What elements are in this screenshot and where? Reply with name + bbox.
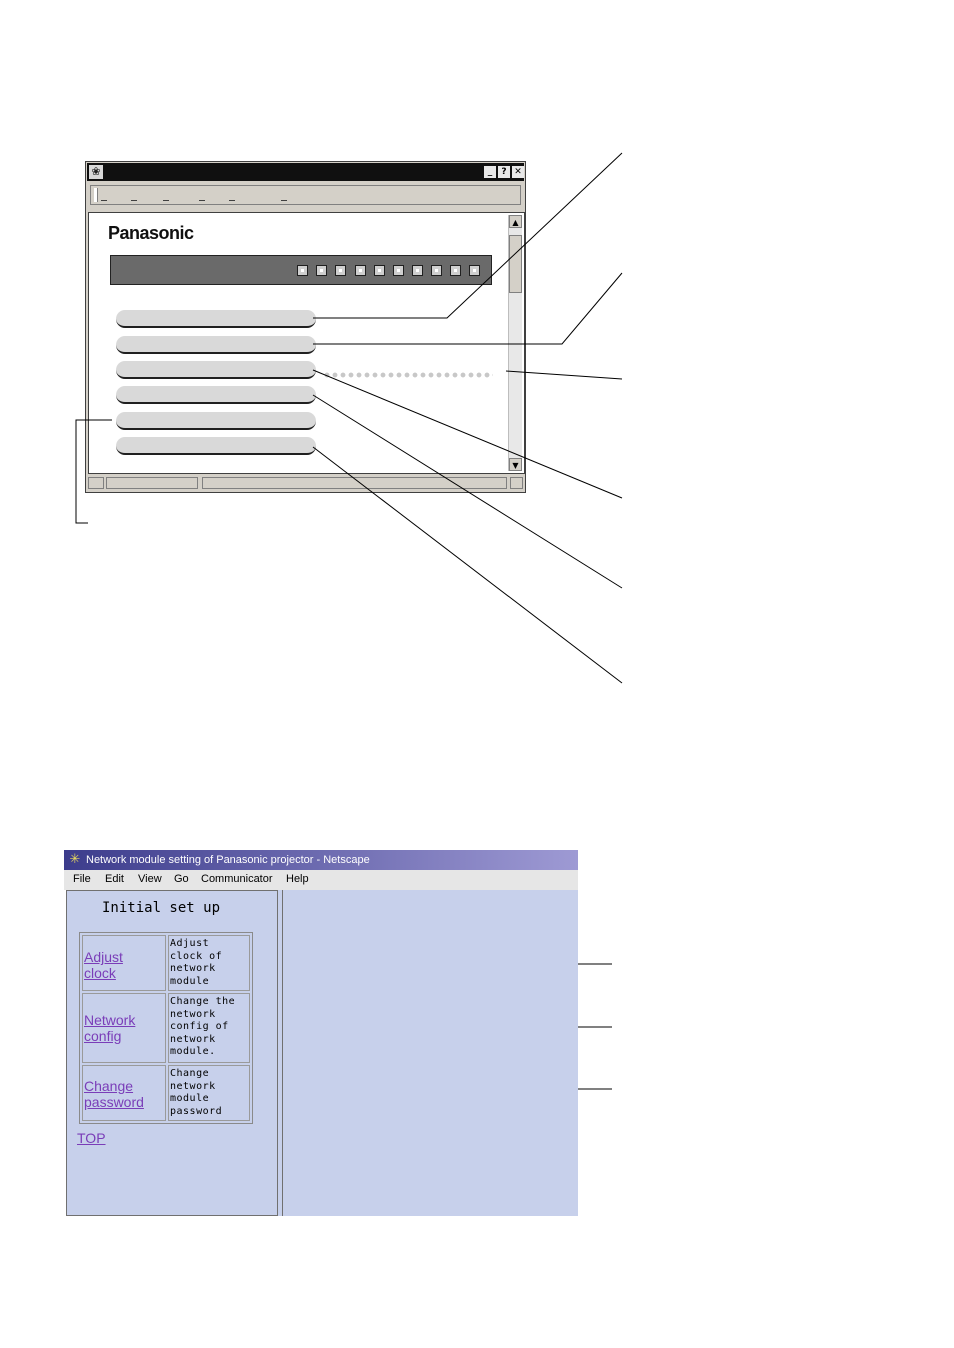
menu-view[interactable]: View — [138, 873, 162, 885]
description-line: password — [170, 1105, 223, 1117]
callout-line — [76, 420, 112, 523]
description-cell — [168, 993, 250, 1063]
help-icon[interactable]: ? — [498, 166, 510, 178]
callout-line — [313, 370, 622, 498]
window-title: Network module setting of Panasonic projector - Netscape — [86, 854, 370, 866]
link-text: config — [84, 1028, 122, 1044]
callout-line — [506, 371, 622, 379]
description-line: Change — [170, 1068, 210, 1079]
window-titlebar — [64, 850, 578, 870]
setup-table — [79, 932, 253, 1124]
panasonic-logo: Panasonic — [108, 223, 194, 243]
menu-bar — [64, 870, 578, 890]
menu-edit[interactable]: Edit — [105, 873, 124, 885]
page-title: Initial set up — [102, 900, 221, 916]
callout-line — [313, 447, 622, 683]
right-frame — [282, 890, 578, 1216]
table-row — [82, 993, 250, 1063]
link-text: Network — [84, 1012, 136, 1028]
app-icon: ❀ — [89, 165, 103, 179]
network-config-link[interactable] — [84, 1012, 164, 1044]
description-line: config of — [170, 1021, 229, 1032]
scroll-down-icon[interactable]: ▼ — [509, 458, 522, 471]
menu-go[interactable]: Go — [174, 873, 189, 885]
change-password-link[interactable] — [84, 1078, 164, 1110]
description-cell — [168, 1065, 250, 1121]
table-row — [82, 935, 250, 991]
description-line: module — [170, 975, 210, 987]
minimize-icon[interactable]: _ — [484, 166, 496, 178]
menu-communicator[interactable]: Communicator — [201, 873, 273, 885]
callout-line — [313, 153, 622, 318]
netscape-window — [64, 850, 578, 1216]
adjust-clock-link[interactable] — [84, 949, 164, 981]
callout-line — [313, 395, 622, 588]
table-row — [82, 1065, 250, 1121]
link-cell — [82, 993, 166, 1063]
netscape-icon: ✳ — [69, 852, 81, 867]
link-cell — [82, 1065, 166, 1121]
description-line: module. — [170, 1046, 216, 1057]
description-line: module — [170, 1093, 210, 1104]
link-text: password — [84, 1094, 144, 1110]
link-text: clock — [84, 965, 116, 981]
description-line: network — [170, 1033, 216, 1045]
description-line: network — [170, 1080, 216, 1092]
description-line: clock of — [170, 950, 223, 962]
link-text: Change — [84, 1078, 134, 1094]
callout-line — [313, 273, 622, 344]
menu-help[interactable]: Help — [286, 873, 309, 885]
link-text: Adjust — [84, 949, 123, 965]
link-cell — [82, 935, 166, 991]
top-link[interactable]: TOP — [77, 1130, 106, 1146]
description-line: Adjust — [170, 938, 210, 949]
description-line: network — [170, 963, 216, 974]
menu-file[interactable]: File — [73, 873, 91, 885]
scroll-up-icon[interactable]: ▲ — [509, 215, 522, 228]
description-line: Change the — [170, 996, 236, 1007]
close-icon[interactable]: ✕ — [512, 166, 524, 178]
description-line: network — [170, 1008, 216, 1020]
description-cell — [168, 935, 250, 991]
